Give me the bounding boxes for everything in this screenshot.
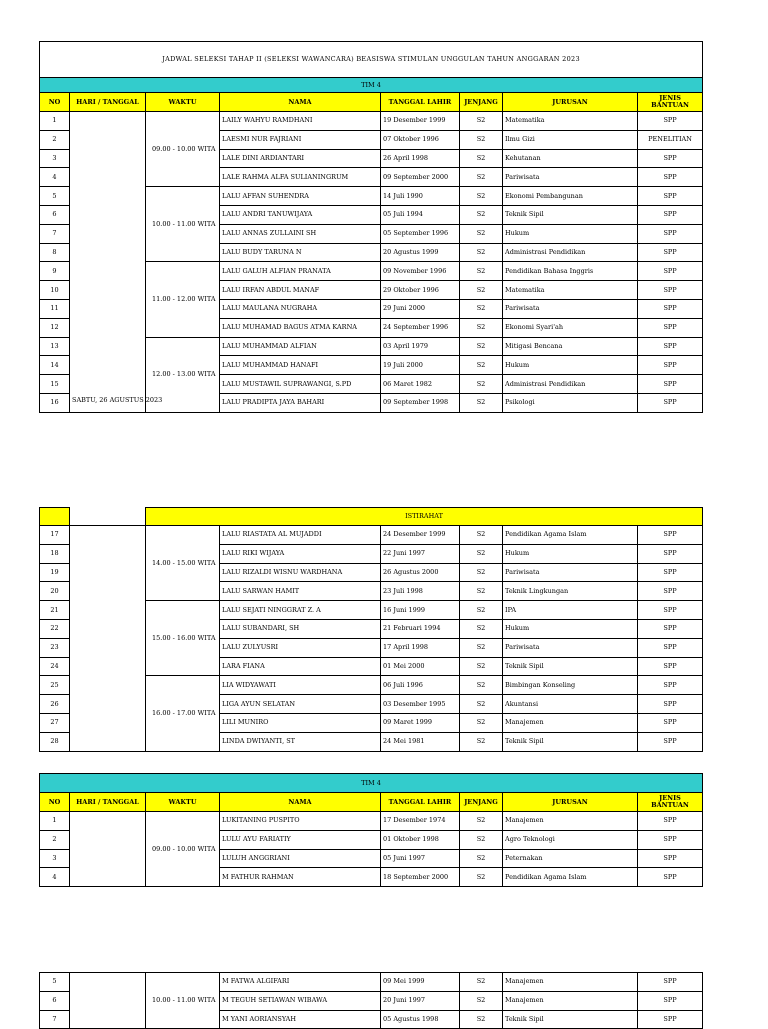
row-number: 6 [40, 991, 70, 1010]
name-cell: LALU ANDRI TANUWIJAYA [220, 205, 381, 224]
major-cell: Pariwisata [503, 563, 638, 582]
level-cell: S2 [460, 991, 503, 1010]
aid-type-cell: SPP [638, 830, 703, 849]
name-cell: LALU RIASTATA AL MUJADDI [220, 526, 381, 545]
row-number: 9 [40, 262, 70, 281]
level-cell: S2 [460, 337, 503, 356]
name-cell: LIGA AYUN SELATAN [220, 695, 381, 714]
row-number: 22 [40, 619, 70, 638]
header-bantuan: JENIS BANTUAN [638, 93, 703, 112]
name-cell: LALU MUSTAWIL SUPRAWANGI, S.PD [220, 375, 381, 394]
birthdate-cell: 09 September 2000 [381, 168, 460, 187]
blank-cell [70, 508, 146, 526]
major-cell: Manajemen [503, 713, 638, 732]
aid-type-cell: SPP [638, 695, 703, 714]
major-cell: Bimbingan Konseling [503, 676, 638, 695]
birthdate-cell: 20 Agustus 1999 [381, 243, 460, 262]
row-number: 5 [40, 187, 70, 206]
level-cell: S2 [460, 1010, 503, 1029]
level-cell: S2 [460, 695, 503, 714]
table-2-body [40, 526, 703, 752]
major-cell: Matematika [503, 281, 638, 300]
major-cell: Pariwisata [503, 638, 638, 657]
team-label: TIM 4 [40, 774, 703, 793]
yellow-cell [40, 508, 70, 526]
level-cell: S2 [460, 601, 503, 620]
schedule-table-1 [39, 41, 703, 413]
major-cell: Administrasi Pendidikan [503, 243, 638, 262]
row-number: 26 [40, 695, 70, 714]
level-cell: S2 [460, 205, 503, 224]
birthdate-cell: 05 September 1996 [381, 224, 460, 243]
day-date-cell [70, 973, 146, 1029]
row-number: 10 [40, 281, 70, 300]
name-cell: LALU GALUH ALFIAN PRANATA [220, 262, 381, 281]
aid-type-cell: SPP [638, 262, 703, 281]
birthdate-cell: 23 Juli 1998 [381, 582, 460, 601]
major-cell: Hukum [503, 544, 638, 563]
row-number: 14 [40, 356, 70, 375]
header-nama: NAMA [220, 793, 381, 812]
major-cell: Pendidikan Agama Islam [503, 526, 638, 545]
aid-type-cell: SPP [638, 563, 703, 582]
major-cell: Mitigasi Bencana [503, 337, 638, 356]
aid-type-cell: PENELITIAN [638, 130, 703, 149]
aid-type-cell: SPP [638, 526, 703, 545]
major-cell: Pariwisata [503, 168, 638, 187]
aid-type-cell: SPP [638, 318, 703, 337]
aid-type-cell: SPP [638, 356, 703, 375]
birthdate-cell: 24 Desember 1999 [381, 526, 460, 545]
row-number: 16 [40, 393, 70, 412]
name-cell: LALE RAHMA ALFA SULIANINGRUM [220, 168, 381, 187]
major-cell: Ekonomi Syari'ah [503, 318, 638, 337]
major-cell: Teknik Sipil [503, 657, 638, 676]
aid-type-cell: SPP [638, 582, 703, 601]
header-jurusan: JURUSAN [503, 93, 638, 112]
aid-type-cell: SPP [638, 732, 703, 751]
aid-type-cell: SPP [638, 168, 703, 187]
birthdate-cell: 05 Juni 1997 [381, 849, 460, 868]
row-number: 3 [40, 849, 70, 868]
name-cell: LUKITANING PUSPITO [220, 812, 381, 831]
major-cell: Manajemen [503, 973, 638, 992]
table-3-body [40, 812, 703, 887]
level-cell: S2 [460, 318, 503, 337]
name-cell: LALU IRFAN ABDUL MANAF [220, 281, 381, 300]
major-cell: Agro Teknologi [503, 830, 638, 849]
birthdate-cell: 29 Oktober 1996 [381, 281, 460, 300]
birthdate-cell: 18 September 2000 [381, 868, 460, 887]
major-cell: Manajemen [503, 991, 638, 1010]
birthdate-cell: 03 Desember 1995 [381, 695, 460, 714]
header-row [40, 93, 703, 112]
level-cell: S2 [460, 812, 503, 831]
name-cell: LALU ZULYUSRI [220, 638, 381, 657]
row-number: 20 [40, 582, 70, 601]
day-date-cell [70, 526, 146, 752]
level-cell: S2 [460, 112, 503, 131]
row-number: 11 [40, 299, 70, 318]
major-cell: Pendidikan Agama Islam [503, 868, 638, 887]
name-cell: LAESMI NUR FAJRIANI [220, 130, 381, 149]
major-cell: Pendidikan Bahasa Inggris [503, 262, 638, 281]
aid-type-cell: SPP [638, 375, 703, 394]
major-cell: Hukum [503, 224, 638, 243]
header-tgl: TANGGAL LAHIR [381, 93, 460, 112]
header-tgl: TANGGAL LAHIR [381, 793, 460, 812]
birthdate-cell: 19 Juli 2000 [381, 356, 460, 375]
row-number: 2 [40, 830, 70, 849]
level-cell: S2 [460, 375, 503, 394]
row-number: 1 [40, 112, 70, 131]
aid-type-cell: SPP [638, 638, 703, 657]
name-cell: LIA WIDYAWATI [220, 676, 381, 695]
row-number: 19 [40, 563, 70, 582]
table-1-body [40, 112, 703, 413]
birthdate-cell: 17 April 1998 [381, 638, 460, 657]
aid-type-cell: SPP [638, 544, 703, 563]
aid-type-cell: SPP [638, 224, 703, 243]
time-slot-cell: 11.00 - 12.00 WITA [146, 262, 220, 337]
aid-type-cell: SPP [638, 205, 703, 224]
birthdate-cell: 26 April 1998 [381, 149, 460, 168]
major-cell: Teknik Sipil [503, 205, 638, 224]
birthdate-cell: 17 Desember 1974 [381, 812, 460, 831]
table-4-body [40, 973, 703, 1029]
level-cell: S2 [460, 830, 503, 849]
name-cell: LALU PRADIPTA JAYA BAHARI [220, 393, 381, 412]
row-number: 3 [40, 149, 70, 168]
level-cell: S2 [460, 849, 503, 868]
level-cell: S2 [460, 356, 503, 375]
level-cell: S2 [460, 868, 503, 887]
major-cell: Teknik Sipil [503, 732, 638, 751]
name-cell: LALU MUHAMAD BAGUS ATMA KARNA [220, 318, 381, 337]
row-number: 4 [40, 868, 70, 887]
header-jenjang: JENJANG [460, 93, 503, 112]
birthdate-cell: 05 Juli 1994 [381, 205, 460, 224]
aid-type-cell: SPP [638, 973, 703, 992]
header-no: NO [40, 93, 70, 112]
birthdate-cell: 01 Oktober 1998 [381, 830, 460, 849]
name-cell: LALU MAULANA NUGRAHA [220, 299, 381, 318]
aid-type-cell: SPP [638, 713, 703, 732]
schedule-table-3 [39, 773, 703, 887]
aid-type-cell: SPP [638, 868, 703, 887]
table-row [40, 112, 703, 131]
level-cell: S2 [460, 563, 503, 582]
row-number: 7 [40, 224, 70, 243]
time-slot-cell: 09.00 - 10.00 WITA [146, 112, 220, 187]
table-row [40, 526, 703, 545]
name-cell: LALU AFFAN SUHENDRA [220, 187, 381, 206]
level-cell: S2 [460, 526, 503, 545]
row-number: 17 [40, 526, 70, 545]
name-cell: LINDA DWIYANTI, ST [220, 732, 381, 751]
name-cell: LALU SARWAN HAMIT [220, 582, 381, 601]
birthdate-cell: 05 Agustus 1998 [381, 1010, 460, 1029]
day-date-cell [70, 812, 146, 887]
level-cell: S2 [460, 168, 503, 187]
birthdate-cell: 20 Juni 1997 [381, 991, 460, 1010]
aid-type-cell: SPP [638, 337, 703, 356]
aid-type-cell: SPP [638, 281, 703, 300]
major-cell: Psikologi [503, 393, 638, 412]
aid-type-cell: SPP [638, 393, 703, 412]
name-cell: M TEGUH SETIAWAN WIBAWA [220, 991, 381, 1010]
aid-type-cell: SPP [638, 657, 703, 676]
birthdate-cell: 09 September 1998 [381, 393, 460, 412]
name-cell: LULU AYU FARIATIY [220, 830, 381, 849]
level-cell: S2 [460, 130, 503, 149]
row-number: 7 [40, 1010, 70, 1029]
name-cell: M YANI AORIANSYAH [220, 1010, 381, 1029]
major-cell: Teknik Sipil [503, 1010, 638, 1029]
birthdate-cell: 19 Desember 1999 [381, 112, 460, 131]
time-slot-cell: 10.00 - 11.00 WITA [146, 973, 220, 1029]
level-cell: S2 [460, 638, 503, 657]
header-bantuan: JENIS BANTUAN [638, 793, 703, 812]
document-title: JADWAL SELEKSI TAHAP II (SELEKSI WAWANCARA) BEASISWA STIMULAN UNGGULAN TAHUN ANGGARAN 2023 [40, 42, 703, 78]
name-cell: M FATWA ALGIFARI [220, 973, 381, 992]
table-row [40, 973, 703, 992]
name-cell: M FATHUR RAHMAN [220, 868, 381, 887]
row-number: 25 [40, 676, 70, 695]
level-cell: S2 [460, 224, 503, 243]
birthdate-cell: 09 November 1996 [381, 262, 460, 281]
break-label: ISTIRAHAT [146, 508, 703, 526]
name-cell: LALU SEJATI NINGGRAT Z. A [220, 601, 381, 620]
major-cell: Ilmu Gizi [503, 130, 638, 149]
level-cell: S2 [460, 187, 503, 206]
header-waktu: WAKTU [146, 93, 220, 112]
level-cell: S2 [460, 299, 503, 318]
birthdate-cell: 01 Mei 2000 [381, 657, 460, 676]
name-cell: LALU MUHAMMAD HANAFI [220, 356, 381, 375]
name-cell: LALU BUDY TARUNA N [220, 243, 381, 262]
major-cell: IPA [503, 601, 638, 620]
birthdate-cell: 06 Maret 1982 [381, 375, 460, 394]
major-cell: Akuntansi [503, 695, 638, 714]
level-cell: S2 [460, 281, 503, 300]
name-cell: LULUH ANGGRIANI [220, 849, 381, 868]
major-cell: Matematika [503, 112, 638, 131]
time-slot-cell: 09.00 - 10.00 WITA [146, 812, 220, 887]
major-cell: Peternakan [503, 849, 638, 868]
level-cell: S2 [460, 619, 503, 638]
aid-type-cell: SPP [638, 991, 703, 1010]
birthdate-cell: 24 Mei 1981 [381, 732, 460, 751]
name-cell: LAILY WAHYU RAMDHANI [220, 112, 381, 131]
aid-type-cell: SPP [638, 849, 703, 868]
header-no: NO [40, 793, 70, 812]
birthdate-cell: 09 Maret 1999 [381, 713, 460, 732]
time-slot-cell: 15.00 - 16.00 WITA [146, 601, 220, 676]
row-number: 2 [40, 130, 70, 149]
row-number: 5 [40, 973, 70, 992]
schedule-table-4 [39, 972, 703, 1029]
aid-type-cell: SPP [638, 299, 703, 318]
name-cell: LALU SUBANDARI, SH [220, 619, 381, 638]
major-cell: Teknik Lingkungan [503, 582, 638, 601]
birthdate-cell: 26 Agustus 2000 [381, 563, 460, 582]
birthdate-cell: 06 Juli 1996 [381, 676, 460, 695]
birthdate-cell: 24 September 1996 [381, 318, 460, 337]
aid-type-cell: SPP [638, 619, 703, 638]
birthdate-cell: 22 Juni 1997 [381, 544, 460, 563]
time-slot-cell: 14.00 - 15.00 WITA [146, 526, 220, 601]
major-cell: Kehutanan [503, 149, 638, 168]
major-cell: Hukum [503, 356, 638, 375]
major-cell: Administrasi Pendidikan [503, 375, 638, 394]
name-cell: LALE DINI ARDIANTARI [220, 149, 381, 168]
aid-type-cell: SPP [638, 812, 703, 831]
aid-type-cell: SPP [638, 187, 703, 206]
level-cell: S2 [460, 657, 503, 676]
aid-type-cell: SPP [638, 112, 703, 131]
row-number: 4 [40, 168, 70, 187]
major-cell: Manajemen [503, 812, 638, 831]
row-number: 23 [40, 638, 70, 657]
name-cell: LALU RIZALDI WISNU WARDHANA [220, 563, 381, 582]
level-cell: S2 [460, 676, 503, 695]
schedule-table-2 [39, 507, 703, 752]
name-cell: LILI MUNIRO [220, 713, 381, 732]
level-cell: S2 [460, 973, 503, 992]
row-number: 1 [40, 812, 70, 831]
row-number: 18 [40, 544, 70, 563]
birthdate-cell: 29 Juni 2000 [381, 299, 460, 318]
header-row [40, 793, 703, 812]
birthdate-cell: 16 Juni 1999 [381, 601, 460, 620]
row-number: 13 [40, 337, 70, 356]
day-date-cell: SABTU, 26 AGUSTUS 2023 [70, 112, 146, 413]
header-jurusan: JURUSAN [503, 793, 638, 812]
row-number: 15 [40, 375, 70, 394]
header-waktu: WAKTU [146, 793, 220, 812]
time-slot-cell: 16.00 - 17.00 WITA [146, 676, 220, 751]
birthdate-cell: 09 Mei 1999 [381, 973, 460, 992]
header-hari: HARI / TANGGAL [70, 93, 146, 112]
major-cell: Ekonomi Pembangunan [503, 187, 638, 206]
name-cell: LARA FIANA [220, 657, 381, 676]
birthdate-cell: 07 Oktober 1996 [381, 130, 460, 149]
time-slot-cell: 10.00 - 11.00 WITA [146, 187, 220, 262]
header-hari: HARI / TANGGAL [70, 793, 146, 812]
name-cell: LALU RIKI WIJAYA [220, 544, 381, 563]
header-jenjang: JENJANG [460, 793, 503, 812]
major-cell: Pariwisata [503, 299, 638, 318]
name-cell: LALU ANNAS ZULLAINI SH [220, 224, 381, 243]
level-cell: S2 [460, 732, 503, 751]
level-cell: S2 [460, 393, 503, 412]
row-number: 28 [40, 732, 70, 751]
name-cell: LALU MUHAMMAD ALFIAN [220, 337, 381, 356]
level-cell: S2 [460, 243, 503, 262]
major-cell: Hukum [503, 619, 638, 638]
aid-type-cell: SPP [638, 601, 703, 620]
row-number: 6 [40, 205, 70, 224]
birthdate-cell: 03 April 1979 [381, 337, 460, 356]
level-cell: S2 [460, 582, 503, 601]
level-cell: S2 [460, 149, 503, 168]
row-number: 8 [40, 243, 70, 262]
row-number: 12 [40, 318, 70, 337]
table-row [40, 812, 703, 831]
level-cell: S2 [460, 262, 503, 281]
aid-type-cell: SPP [638, 243, 703, 262]
level-cell: S2 [460, 544, 503, 563]
birthdate-cell: 14 Juli 1990 [381, 187, 460, 206]
aid-type-cell: SPP [638, 1010, 703, 1029]
level-cell: S2 [460, 713, 503, 732]
time-slot-cell: 12.00 - 13.00 WITA [146, 337, 220, 412]
header-nama: NAMA [220, 93, 381, 112]
team-label: TIM 4 [40, 78, 703, 93]
aid-type-cell: SPP [638, 676, 703, 695]
aid-type-cell: SPP [638, 149, 703, 168]
row-number: 21 [40, 601, 70, 620]
row-number: 24 [40, 657, 70, 676]
birthdate-cell: 21 Februari 1994 [381, 619, 460, 638]
row-number: 27 [40, 713, 70, 732]
